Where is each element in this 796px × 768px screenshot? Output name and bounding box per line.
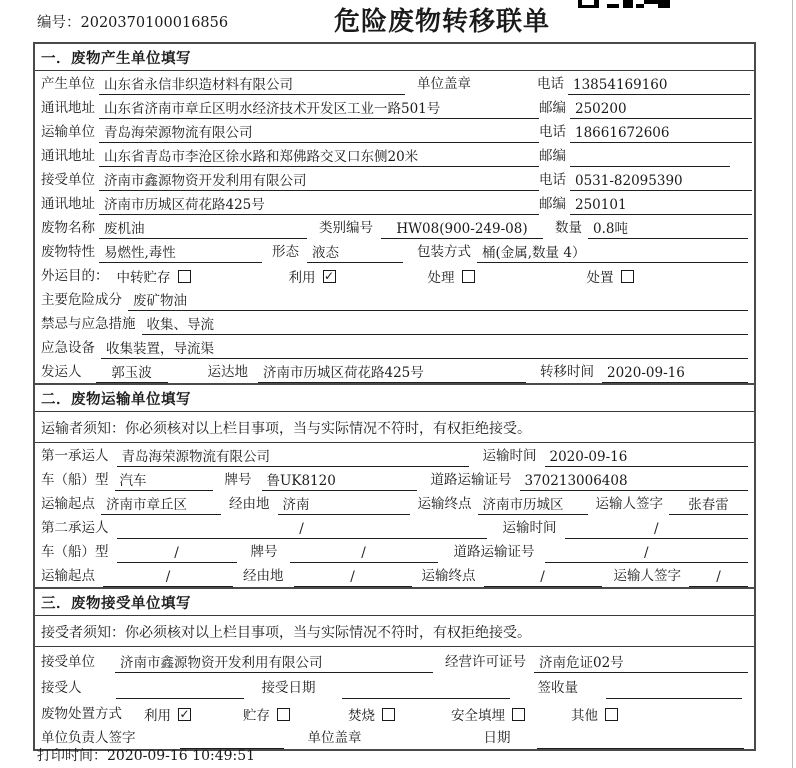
trait-value: 易燃性,毒性: [99, 243, 262, 263]
via1-value: 济南: [278, 495, 410, 515]
transfer-time-value: 2020-09-16: [602, 363, 748, 383]
carrier1-value: 青岛海荣源物流有限公司: [117, 447, 469, 467]
purpose-label: 外运目的：: [41, 268, 109, 284]
row-producer-address: [35, 95, 754, 119]
receiver-notice-label: 接受者须知：: [41, 625, 125, 641]
zip-label: 邮编: [539, 148, 566, 164]
checkbox-icon: [621, 270, 634, 283]
responsible-sign-label: 单位负责人签字: [41, 730, 136, 746]
accept-date-label: 接受日期: [261, 680, 316, 696]
purpose-option-utilize: [289, 265, 336, 287]
terminus-label: 运输终点: [417, 496, 472, 512]
row-equipment: [35, 335, 754, 359]
carrier2-label: 第二承运人: [41, 520, 109, 536]
accept-date-value: [342, 679, 510, 699]
terminus1-value: 济南市历城区: [478, 495, 588, 515]
row-transporter: [35, 119, 754, 143]
section-producer-heading: 一．废物产生单位填写: [35, 44, 754, 71]
row-hazard: [35, 287, 754, 311]
receiver-value: 济南市鑫源物资开发利用有限公司: [99, 171, 539, 191]
unit-seal-label: 单位盖章: [417, 76, 471, 92]
waste-name-value: 废机油: [99, 219, 307, 239]
purpose-option-dispose: [587, 265, 634, 287]
row-shipper: [35, 359, 754, 383]
vehicle2-value: /: [117, 543, 237, 563]
quantity-value: 0.8吨: [588, 219, 748, 239]
vehicle1-value: 汽车: [115, 471, 213, 491]
row-producer: [35, 71, 754, 95]
purpose-option-label: 中转贮存: [116, 270, 171, 286]
address-label: 通讯地址: [41, 196, 95, 212]
quantity-label: 数量: [555, 220, 582, 236]
origin1-value: 济南市章丘区: [101, 495, 221, 515]
page-title: 危险废物转移联单: [334, 6, 551, 36]
address-label: 通讯地址: [41, 100, 95, 116]
disposal-option-label: 安全填埋: [451, 708, 505, 724]
sign2-value: /: [689, 567, 748, 587]
transporter-value: 青岛海荣源物流有限公司: [99, 123, 539, 143]
vehicle-label: 车（船）型: [41, 472, 109, 488]
form-label: 形态: [272, 244, 299, 260]
shipper-label: 发运人: [41, 364, 82, 380]
purpose-option-label: 处理: [427, 270, 455, 286]
checkbox-icon: [462, 270, 475, 283]
equipment-label: 应急设备: [41, 340, 95, 356]
disposal-option-landfill: [451, 703, 525, 725]
contraindication-value: 收集、导流: [142, 315, 749, 335]
plate-label: 牌号: [224, 472, 252, 488]
row-vehicle2: [35, 539, 754, 563]
receipt-qty-value: [606, 679, 742, 699]
row-carrier1: [35, 443, 754, 467]
carrier-sign-label: 运输人签字: [595, 496, 663, 512]
receiver-zip-value: 250101: [570, 195, 752, 215]
transporter-label: 运输单位: [41, 124, 95, 140]
acceptor-value: [116, 679, 244, 699]
producer-value: 山东省永信非织造材料有限公司: [99, 75, 405, 95]
carrier-sign-label: 运输人签字: [613, 568, 681, 584]
vehicle-label: 车（船）型: [41, 544, 109, 560]
license1-value: 370213006408: [520, 471, 749, 491]
disposal-option-utilize: [144, 703, 191, 725]
purpose-option-label: 处置: [586, 270, 614, 286]
checkmark: ✓: [323, 269, 335, 283]
plate2-value: /: [290, 543, 438, 563]
producer-phone-value: 13854169160: [568, 75, 750, 95]
waste-name-label: 废物名称: [41, 220, 95, 236]
disposal-option-label: 其他: [571, 708, 598, 724]
terminus2-value: /: [484, 567, 602, 587]
origin2-value: /: [103, 567, 233, 587]
transport-time-label: 运输时间: [482, 448, 537, 464]
phone-label: 电话: [537, 76, 564, 92]
row-contraindication: [35, 311, 754, 335]
sign1-value: 张春雷: [669, 495, 748, 515]
permit-label: 经营许可证号: [445, 654, 526, 670]
disposal-option-label: 利用: [144, 708, 171, 724]
receiver-phone-value: 0531-82095390: [570, 171, 752, 191]
doc-number-label: 编号：: [37, 15, 81, 31]
date-label: 日期: [483, 730, 511, 746]
disposal-option-other: [571, 703, 618, 725]
row-vehicle1: [35, 467, 754, 491]
hazard-label: 主要危险成分: [41, 292, 122, 308]
accept-unit-label: 接受单位: [41, 654, 95, 670]
equipment-value: 收集装置，导流渠: [101, 339, 748, 359]
trait-label: 废物特性: [41, 244, 95, 260]
via2-value: /: [294, 567, 412, 587]
qr-code-fragment-icon: [578, 0, 670, 8]
date-value: [537, 729, 745, 749]
shipper-value: 郭玉波: [96, 363, 168, 383]
disposal-option-incinerate: [348, 703, 395, 725]
terminus-label: 运输终点: [421, 568, 476, 584]
via-label: 经由地: [243, 568, 284, 584]
row-transporter-address: [35, 143, 754, 167]
row-receiver: [35, 167, 754, 191]
producer-address-value: 山东省济南市章丘区明水经济技术开发区工业一路501号: [99, 99, 539, 119]
receipt-qty-label: 签收量: [537, 680, 578, 696]
carrier1-label: 第一承运人: [41, 448, 109, 464]
row-waste-name: [35, 215, 754, 239]
origin-label: 运输起点: [41, 568, 95, 584]
transporter-zip-value: [570, 147, 730, 167]
checkbox-icon: [605, 708, 618, 721]
section-receiver: [35, 587, 754, 749]
checkbox-icon: [323, 270, 336, 283]
transporter-notice-text: 你必须核对以上栏目事项，当与实际情况不符时，有权拒绝接受。: [125, 421, 531, 437]
via-label: 经由地: [229, 496, 270, 512]
receiver-address-value: 济南市历城区荷花路425号: [99, 195, 539, 215]
disposal-option-label: 焚烧: [348, 708, 375, 724]
doc-number: [37, 11, 228, 32]
disposal-option-storage: [243, 703, 290, 725]
accept-unit-value: 济南市鑫源物资开发利用有限公司: [115, 653, 433, 673]
checkbox-icon: [277, 708, 290, 721]
producer-label: 产生单位: [41, 76, 95, 92]
carrier2-time-value: /: [565, 519, 749, 539]
hazard-value: 废矿物油: [128, 291, 748, 311]
carrier1-time-value: 2020-09-16: [545, 447, 749, 467]
producer-zip-value: 250200: [570, 99, 752, 119]
carrier2-value: /: [117, 519, 487, 539]
packing-value: 桶(金属,数量 4）: [477, 243, 748, 263]
license2-value: /: [545, 543, 749, 563]
manifest-form: [33, 42, 756, 751]
transporter-notice-label: 运输者须知：: [41, 421, 125, 437]
phone-label: 电话: [539, 124, 566, 140]
zip-label: 邮编: [539, 196, 566, 212]
row-waste-trait: [35, 239, 754, 263]
row-accept-unit: [35, 647, 754, 673]
unit-seal-label: 单位盖章: [307, 730, 362, 746]
receiver-label: 接受单位: [41, 172, 95, 188]
zip-label: 邮编: [539, 100, 566, 116]
category-value: HW08(900-249-08): [381, 219, 543, 239]
road-license-label: 道路运输证号: [430, 472, 512, 488]
row-transporter-notice: [35, 412, 754, 443]
disposal-option-label: 贮存: [243, 708, 270, 724]
permit-value: 济南危证02号: [534, 653, 748, 673]
print-time-label: 打印时间：: [37, 748, 107, 764]
row-route1: [35, 491, 754, 515]
phone-label: 电话: [539, 172, 566, 188]
row-purpose: [35, 263, 754, 287]
checkbox-icon: [382, 708, 395, 721]
transport-time-label: 运输时间: [502, 520, 557, 536]
destination-value: 济南市历城区荷花路425号: [258, 363, 526, 383]
receiver-notice-text: 你必须核对以上栏目事项，当与实际情况不符时，有权拒绝接受。: [125, 625, 531, 641]
row-disposal: [35, 699, 754, 725]
acceptor-label: 接受人: [41, 680, 82, 696]
row-carrier2: [35, 515, 754, 539]
checkbox-icon: [512, 708, 525, 721]
purpose-option-treat: [428, 265, 475, 287]
purpose-option-transfer-storage: [117, 265, 191, 287]
section-producer: [35, 44, 754, 383]
purpose-option-label: 利用: [288, 270, 316, 286]
section-transporter-heading: 二．废物运输单位填写: [35, 385, 754, 412]
transfer-time-label: 转移时间: [540, 364, 594, 380]
form-value: 液态: [307, 243, 403, 263]
road-license-label: 道路运输证号: [453, 544, 535, 560]
packing-label: 包装方式: [417, 244, 471, 260]
page-edge-divider: [792, 0, 793, 768]
print-time-value: 2020-09-16 10:49:51: [107, 748, 256, 764]
disposal-label: 废物处置方式: [41, 706, 122, 722]
print-time: [37, 745, 255, 765]
row-route2: [35, 563, 754, 587]
section-transporter: [35, 383, 754, 587]
category-label: 类别编号: [319, 220, 373, 236]
checkbox-icon: [178, 270, 191, 283]
row-acceptor: [35, 673, 754, 699]
checkmark: ✓: [179, 707, 190, 721]
transporter-phone-value: 18661672606: [570, 123, 752, 143]
section-receiver-heading: 三．废物接受单位填写: [35, 589, 754, 616]
transporter-address-value: 山东省青岛市李沧区徐水路和郑佛路交叉口东侧20米: [99, 147, 539, 167]
row-receiver-notice: [35, 616, 754, 647]
plate1-value: 鲁UK8120: [262, 471, 417, 491]
plate-label: 牌号: [250, 544, 278, 560]
doc-number-value: 2020370100016856: [80, 15, 229, 31]
checkbox-icon: [178, 708, 191, 721]
row-receiver-address: [35, 191, 754, 215]
address-label: 通讯地址: [41, 148, 95, 164]
destination-label: 运达地: [207, 364, 248, 380]
origin-label: 运输起点: [41, 496, 95, 512]
contraindication-label: 禁忌与应急措施: [41, 316, 136, 332]
